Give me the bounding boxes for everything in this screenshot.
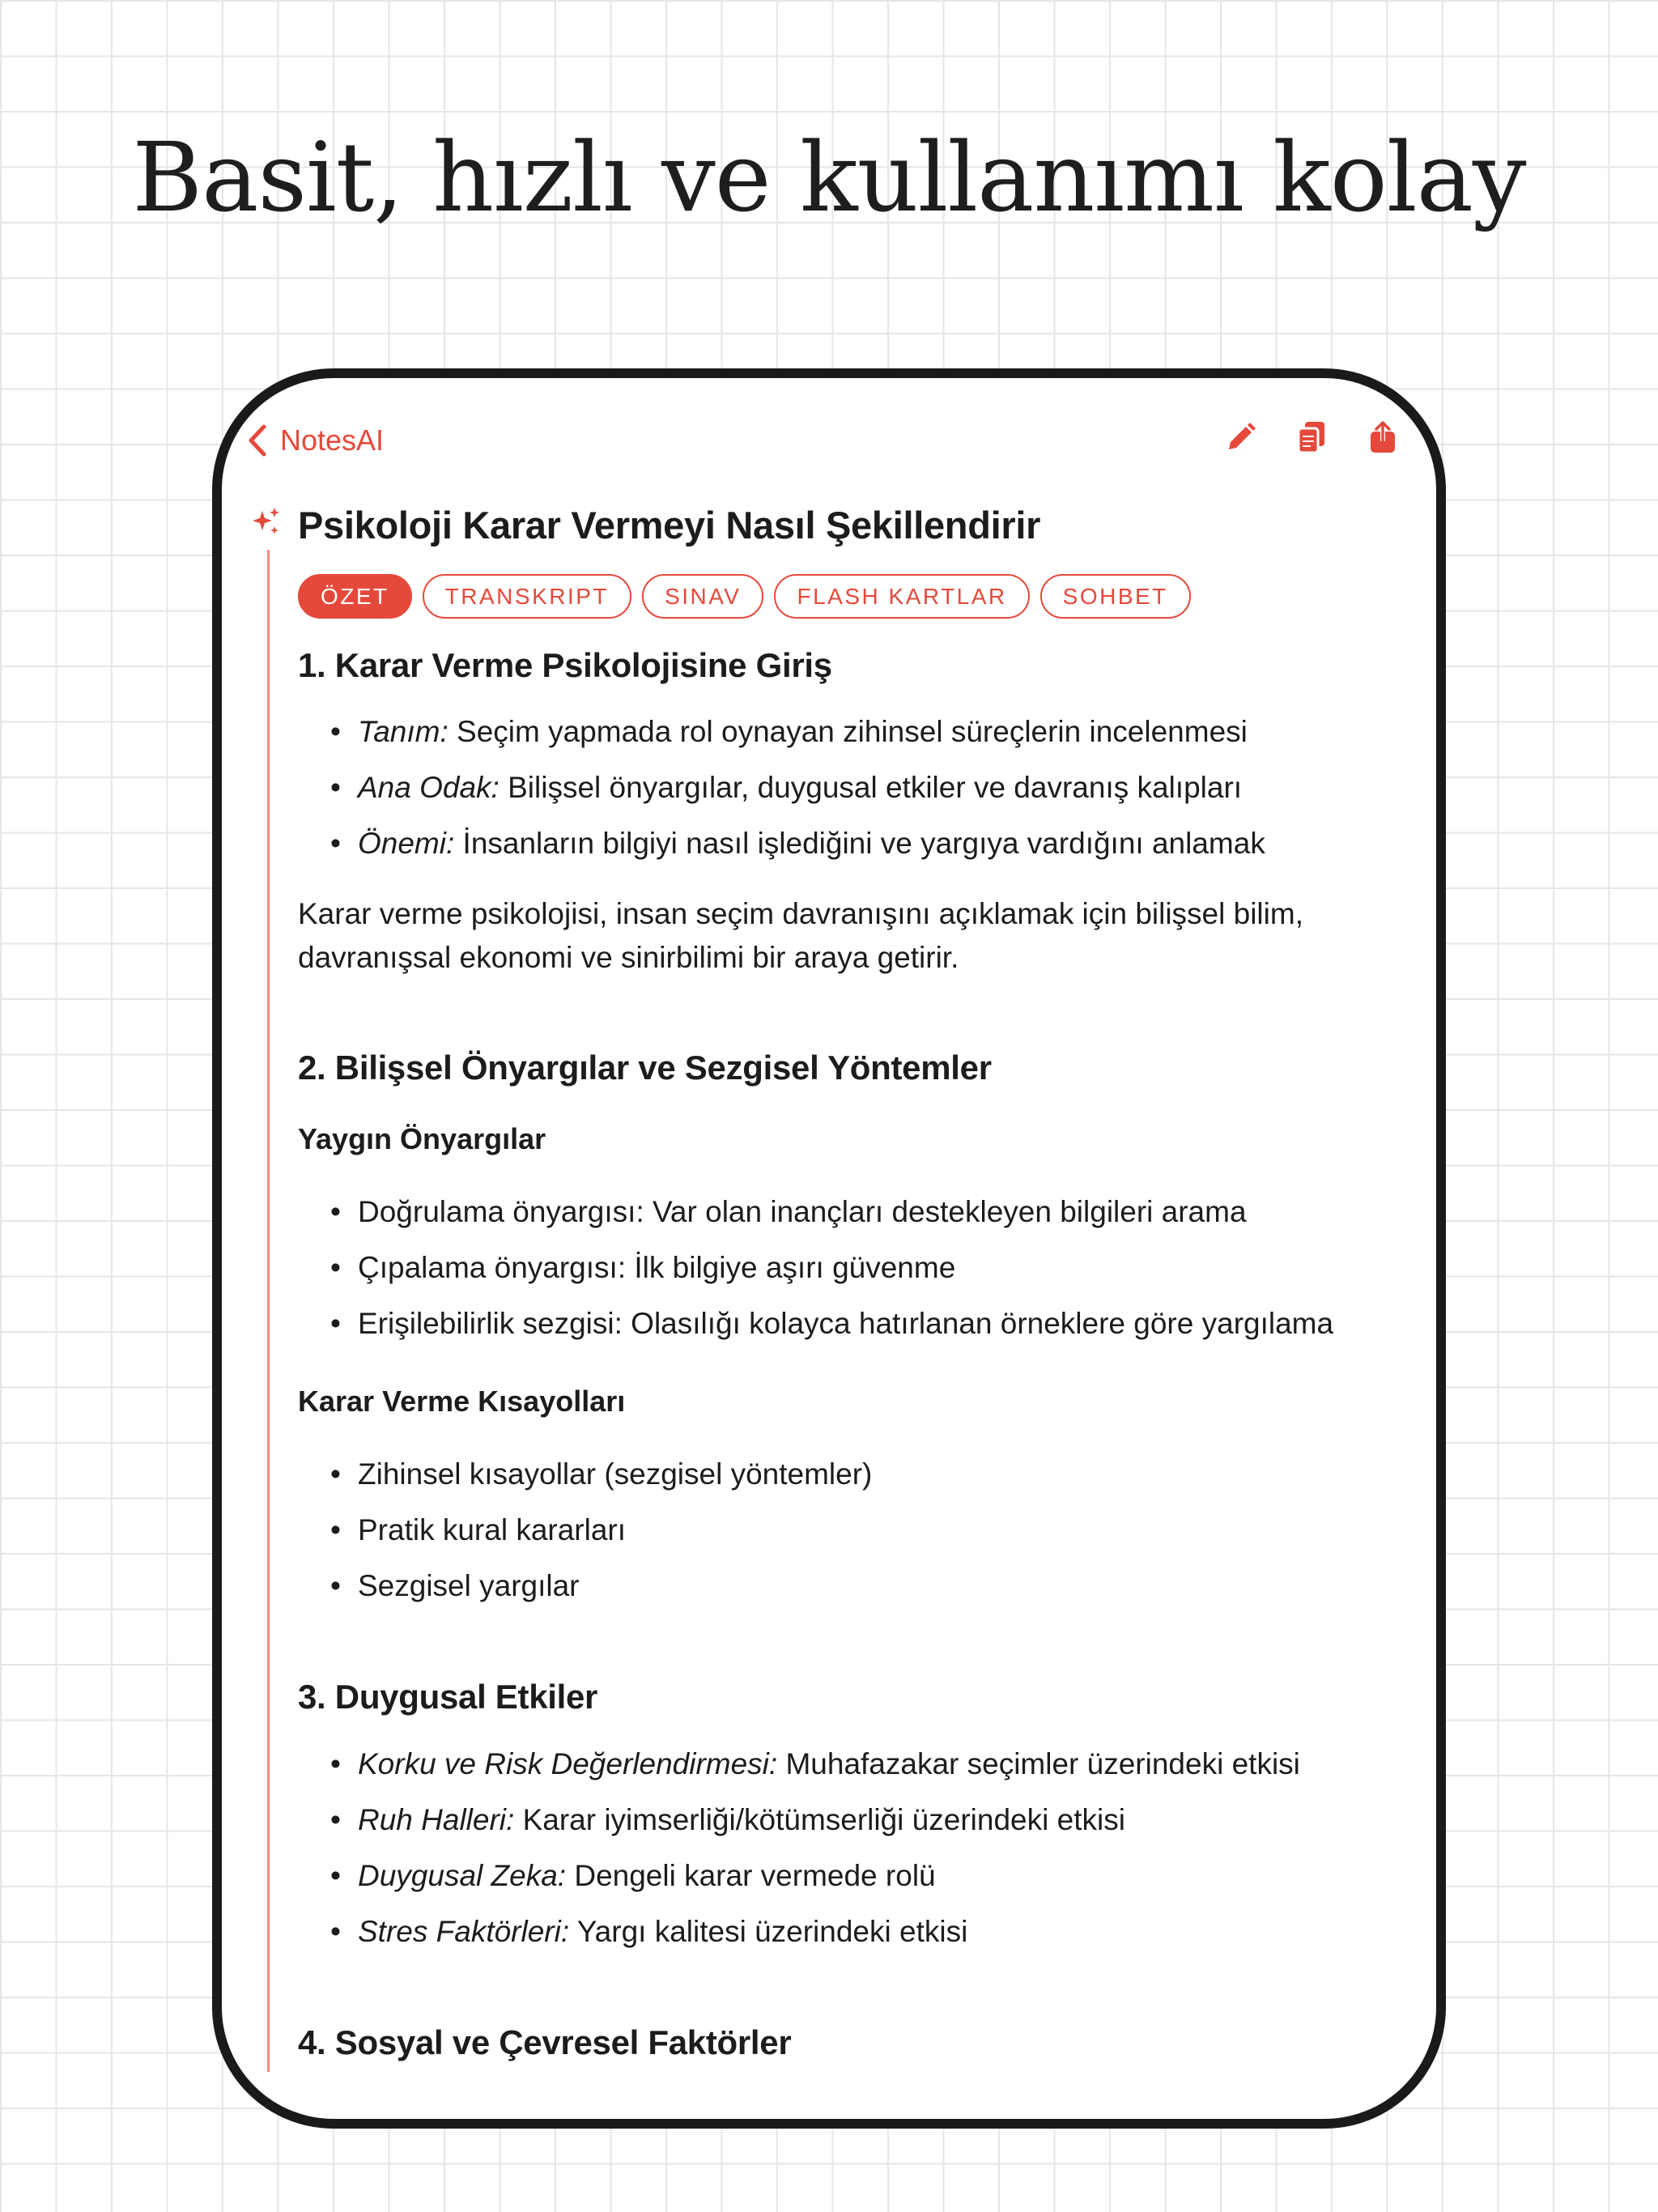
list-item-term: Ana Odak: (358, 771, 500, 805)
section-heading: 2. Bilişsel Önyargılar ve Sezgisel Yöntemler (298, 1049, 992, 1087)
back-button[interactable] (246, 423, 384, 457)
list-item (298, 1792, 1375, 1848)
list-item (298, 704, 1375, 759)
bullet-list (298, 1184, 1375, 1351)
tab-ozet[interactable]: ÖZET (298, 574, 412, 619)
share-button[interactable] (1365, 419, 1401, 456)
pencil-icon (1224, 420, 1256, 454)
list-item-text: Seçim yapmada rol oynayan zihinsel süreçlerin incelenmesi (448, 715, 1248, 749)
bullet-list (298, 704, 1375, 871)
section-heading: 1. Karar Verme Psikolojisine Giriş (298, 646, 832, 684)
sparkle-icon (249, 506, 282, 538)
list-item (298, 1904, 1375, 1959)
list-item: • Sezgisel yargılar (298, 1558, 1375, 1614)
list-item: • Doğrulama önyargısı: Var olan inançları destekleyen bilgileri arama (298, 1184, 1375, 1240)
document-title: Psikoloji Karar Vermeyi Nasıl Şekillendirir (298, 504, 1041, 547)
section-paragraph: Karar verme psikolojisi, insan seçim davranışını açıklamak için bilişsel bilim, davranışsal ekonomi ve sinirbilimi bir araya getirir. (298, 897, 1303, 975)
marketing-headline: Basit, hızlı ve kullanımı kolay (132, 121, 1526, 233)
back-button-label: NotesAI (280, 423, 385, 457)
tab-sohbet[interactable]: SOHBET (1040, 574, 1191, 619)
edit-button[interactable] (1222, 419, 1258, 456)
list-item: • Erişilebilirlik sezgisi: Olasılığı kolayca hatırlanan örneklere göre yargılama (298, 1295, 1375, 1351)
share-icon (1367, 420, 1399, 454)
tab-transkript[interactable]: TRANSKRIPT (423, 574, 631, 619)
list-item: • Zihinsel kısayollar (sezgisel yöntemler) (298, 1446, 1375, 1502)
copy-button[interactable] (1294, 419, 1329, 456)
list-item-term: Duygusal Zeka: (358, 1858, 567, 1892)
toolbar-actions (1222, 419, 1401, 456)
list-item (298, 1736, 1375, 1792)
list-item: • Çıpalama önyargısı: İlk bilgiye aşırı güvenme (298, 1240, 1375, 1295)
subsection-heading: Karar Verme Kısayolları (298, 1384, 626, 1418)
tab-bar (298, 574, 1191, 619)
tab-flash-kartlar[interactable]: FLASH KARTLAR (774, 574, 1029, 619)
list-item (298, 1848, 1375, 1904)
list-item-text: Yargı kalitesi üzerindeki etkisi (569, 1914, 968, 1948)
list-item-term: Önemi: (358, 827, 455, 861)
summary-accent-line (267, 550, 270, 2072)
list-item: • Pratik kural kararları (298, 1502, 1375, 1558)
list-item-text: Bilişsel önyargılar, duygusal etkiler ve davranış kalıpları (499, 771, 1243, 805)
tab-sinav[interactable]: SINAV (642, 574, 763, 619)
chevron-left-icon (246, 423, 269, 457)
list-item-term: Tanım: (358, 715, 449, 749)
list-item-text: İnsanların bilgiyi nasıl işlediğini ve yargıya vardığını anlamak (454, 827, 1265, 861)
list-item-text: Dengeli karar vermede rolü (566, 1858, 936, 1892)
summary-content (298, 645, 1375, 2063)
bullet-list (298, 1446, 1375, 1614)
list-item-text: Karar iyimserliği/kötümserliği üzerindeki etkisi (514, 1802, 1125, 1836)
section-heading: 3. Duygusal Etkiler (298, 1678, 598, 1716)
app-screen (222, 378, 1436, 2119)
copy-icon (1295, 420, 1328, 454)
subsection-heading: Yaygın Önyargılar (298, 1121, 546, 1155)
list-item (298, 759, 1375, 815)
list-item-term: Korku ve Risk Değerlendirmesi: (358, 1746, 778, 1780)
bullet-list (298, 1736, 1375, 1959)
section-heading: 4. Sosyal ve Çevresel Faktörler (298, 2023, 792, 2061)
list-item-text: Muhafazakar seçimler üzerindeki etkisi (777, 1746, 1300, 1780)
list-item-term: Ruh Halleri: (358, 1802, 515, 1836)
list-item (298, 815, 1375, 871)
tablet-frame (212, 368, 1446, 2129)
list-item-term: Stres Faktörleri: (358, 1914, 570, 1948)
